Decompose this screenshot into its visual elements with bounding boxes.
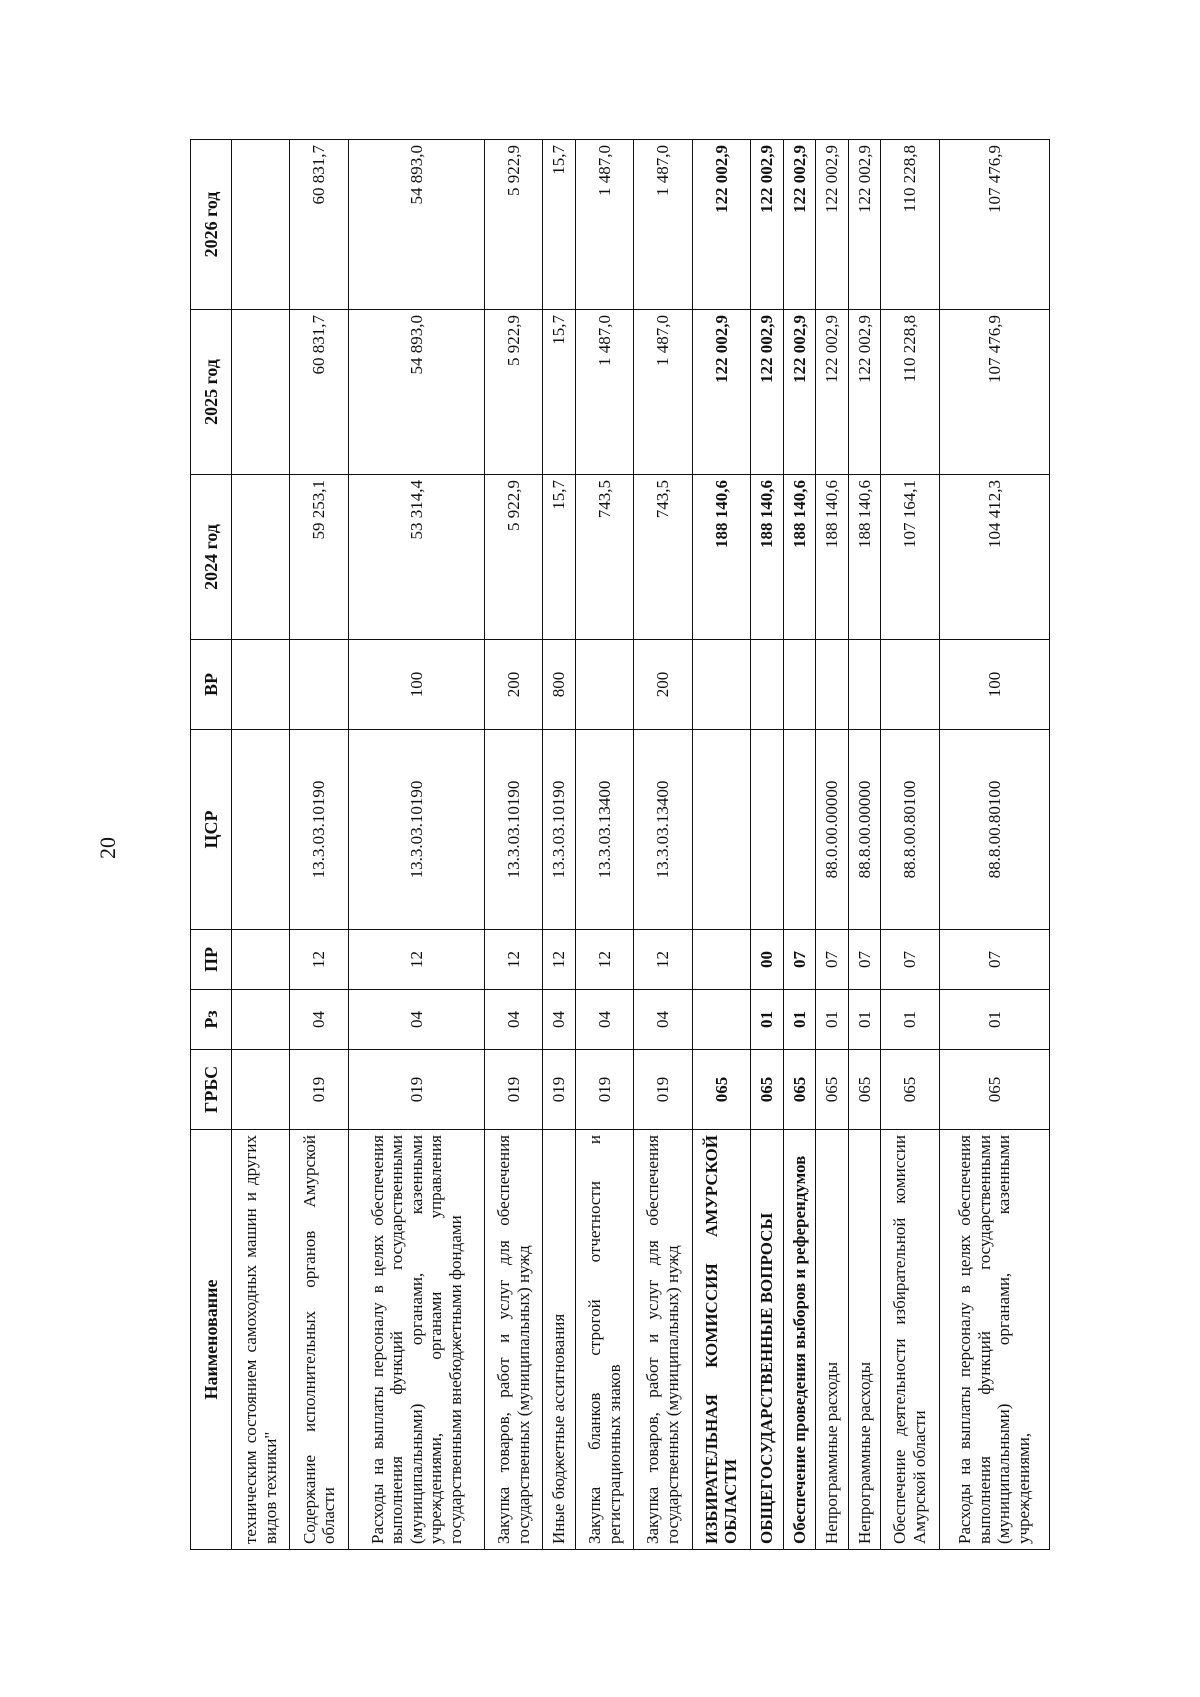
header-name: Наименование [191,1130,232,1550]
row-name: Обеспечение проведения выборов и референдумов [783,1130,816,1550]
table-row [848,140,881,1550]
row-2025: 122 002,9 [692,310,750,475]
table-row [543,140,576,1550]
row-pr: 12 [575,930,633,990]
row-name: Закупка бланков строгой отчетности и регистрационных знаков [575,1130,633,1550]
row-grbs: 019 [484,1050,542,1130]
row-pr: 07 [939,930,1049,990]
row-name: Содержание исполнительных органов Амурской области [290,1130,348,1550]
row-2025: 15,7 [543,310,576,475]
row-2026: 122 002,9 [751,140,784,310]
row-vr [848,640,881,730]
row-2025: 122 002,9 [751,310,784,475]
row-2024: 59 253,1 [290,475,348,640]
row-pr: 07 [816,930,849,990]
row-rz: 04 [575,990,633,1050]
row-2025: 1 487,0 [575,310,633,475]
row-2024: 188 140,6 [783,475,816,640]
row-2024: 53 314,4 [348,475,484,640]
row-2026: 107 476,9 [939,140,1049,310]
row-2026: 5 922,9 [484,140,542,310]
header-vr: ВР [191,640,232,730]
row-name: Непрограммные расходы [848,1130,881,1550]
header-2024: 2024 год [191,475,232,640]
row-grbs: 065 [692,1050,750,1130]
row-vr [232,640,290,730]
page-number: 20 [95,837,120,859]
row-rz [232,990,290,1050]
header-pr: ПР [191,930,232,990]
row-2024: 188 140,6 [751,475,784,640]
row-2024: 5 922,9 [484,475,542,640]
row-2024: 15,7 [543,475,576,640]
row-name: Расходы на выплаты персоналу в целях обеспечения выполнения функций государственными (муниципальными) органами, казенными учреждениями, органами управления государственными внебюджетными фондами [348,1130,484,1550]
table-header-row [191,140,232,1550]
row-grbs: 065 [751,1050,784,1130]
row-pr [232,930,290,990]
row-name: ОБЩЕГОСУДАРСТВЕННЫЕ ВОПРОСЫ [751,1130,784,1550]
row-2025: 122 002,9 [816,310,849,475]
row-2024: 188 140,6 [816,475,849,640]
rotated-table-container [190,140,1050,1550]
row-grbs [232,1050,290,1130]
row-rz: 01 [751,990,784,1050]
row-grbs: 019 [575,1050,633,1130]
row-pr: 00 [751,930,784,990]
row-grbs: 019 [543,1050,576,1130]
row-2026: 122 002,9 [848,140,881,310]
table-row [348,140,484,1550]
row-vr [575,640,633,730]
row-csr [232,730,290,930]
row-grbs: 065 [783,1050,816,1130]
row-rz: 04 [348,990,484,1050]
row-csr: 88.0.00.00000 [816,730,849,930]
row-csr: 13.3.03.10190 [484,730,542,930]
row-rz: 01 [881,990,939,1050]
row-2026: 60 831,7 [290,140,348,310]
row-vr [692,640,750,730]
row-vr [783,640,816,730]
row-pr: 07 [783,930,816,990]
row-name: Расходы на выплаты персоналу в целях обеспечения выполнения функций государственными (муниципальными) органами, казенными учреждениями, [939,1130,1049,1550]
row-2026: 15,7 [543,140,576,310]
row-csr: 13.3.03.13400 [634,730,692,930]
header-csr: ЦСР [191,730,232,930]
row-rz: 01 [816,990,849,1050]
row-2025: 122 002,9 [783,310,816,475]
row-rz [692,990,750,1050]
row-name: ИЗБИРАТЕЛЬНАЯ КОМИССИЯ АМУРСКОЙ ОБЛАСТИ [692,1130,750,1550]
row-grbs: 019 [290,1050,348,1130]
row-2026: 1 487,0 [634,140,692,310]
row-2025: 54 893,0 [348,310,484,475]
row-grbs: 065 [816,1050,849,1130]
row-vr: 100 [939,640,1049,730]
row-vr [751,640,784,730]
row-name: Закупка товаров, работ и услуг для обеспечения государственных (муниципальных) нужд [634,1130,692,1550]
row-2026: 122 002,9 [783,140,816,310]
row-vr: 200 [634,640,692,730]
header-2026: 2026 год [191,140,232,310]
row-2024: 107 164,1 [881,475,939,640]
row-rz: 01 [848,990,881,1050]
row-2025: 110 228,8 [881,310,939,475]
row-2025: 1 487,0 [634,310,692,475]
table-row [816,140,849,1550]
row-grbs: 065 [881,1050,939,1130]
row-pr [692,930,750,990]
row-csr: 13.3.03.10190 [290,730,348,930]
table-row [575,140,633,1550]
row-csr: 88.8.00.80100 [939,730,1049,930]
row-2024: 188 140,6 [848,475,881,640]
row-grbs: 065 [848,1050,881,1130]
table-row [484,140,542,1550]
row-rz: 04 [634,990,692,1050]
row-2026: 54 893,0 [348,140,484,310]
row-rz: 01 [783,990,816,1050]
table-row [232,140,290,1550]
header-2025: 2025 год [191,310,232,475]
row-2026: 1 487,0 [575,140,633,310]
row-rz: 01 [939,990,1049,1050]
header-grbs: ГРБС [191,1050,232,1130]
row-pr: 07 [881,930,939,990]
row-vr: 100 [348,640,484,730]
row-2025: 5 922,9 [484,310,542,475]
row-name: Обеспечение деятельности избирательной комиссии Амурской области [881,1130,939,1550]
row-vr [290,640,348,730]
row-csr: 13.3.03.10190 [543,730,576,930]
row-rz: 04 [484,990,542,1050]
table-row [634,140,692,1550]
row-2024: 743,5 [575,475,633,640]
table-row [290,140,348,1550]
row-2026: 122 002,9 [816,140,849,310]
row-2025: 107 476,9 [939,310,1049,475]
row-2026: 110 228,8 [881,140,939,310]
row-grbs: 019 [634,1050,692,1130]
table-row [751,140,784,1550]
row-csr [751,730,784,930]
row-2025: 122 002,9 [848,310,881,475]
row-csr: 88.8.00.00000 [848,730,881,930]
row-2026 [232,140,290,310]
table-row [692,140,750,1550]
row-2024 [232,475,290,640]
row-2024: 104 412,3 [939,475,1049,640]
row-vr: 200 [484,640,542,730]
row-2025: 60 831,7 [290,310,348,475]
row-vr [816,640,849,730]
row-rz: 04 [290,990,348,1050]
row-name: Непрограммные расходы [816,1130,849,1550]
row-name: техническим состоянием самоходных машин и других видов техники" [232,1130,290,1550]
row-2025 [232,310,290,475]
row-csr [692,730,750,930]
header-rz: Рз [191,990,232,1050]
row-pr: 12 [290,930,348,990]
row-grbs: 019 [348,1050,484,1130]
row-pr: 12 [634,930,692,990]
row-csr: 13.3.03.13400 [575,730,633,930]
row-grbs: 065 [939,1050,1049,1130]
table-row [881,140,939,1550]
row-vr: 800 [543,640,576,730]
row-name: Закупка товаров, работ и услуг для обеспечения государственных (муниципальных) нужд [484,1130,542,1550]
row-2024: 743,5 [634,475,692,640]
row-name: Иные бюджетные ассигнования [543,1130,576,1550]
row-2026: 122 002,9 [692,140,750,310]
row-csr: 13.3.03.10190 [348,730,484,930]
row-pr: 12 [484,930,542,990]
row-pr: 12 [348,930,484,990]
row-pr: 12 [543,930,576,990]
row-pr: 07 [848,930,881,990]
row-vr [881,640,939,730]
row-csr: 88.8.00.80100 [881,730,939,930]
row-2024: 188 140,6 [692,475,750,640]
row-csr [783,730,816,930]
table-row [783,140,816,1550]
row-rz: 04 [543,990,576,1050]
table-row [939,140,1049,1550]
budget-table [190,139,1050,1550]
